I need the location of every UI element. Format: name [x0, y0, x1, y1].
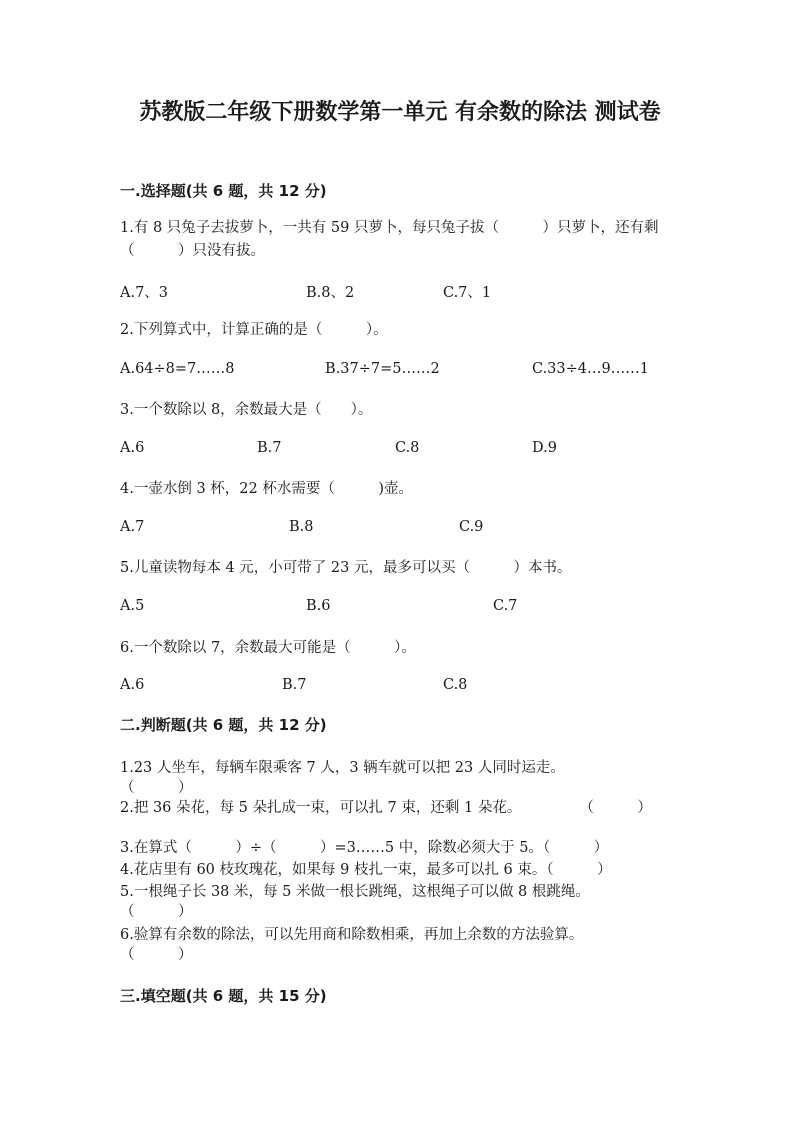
q4-option-c: C.9 [459, 519, 484, 535]
section-heading-choice: 一.选择题(共 6 题，共 12 分) [120, 182, 327, 200]
choice-question-5: 5.儿童读物每本 4 元，小可带了 23 元，最多可以买（ ）本书。 [120, 560, 572, 576]
choice-question-3: 3.一个数除以 8，余数最大是（ ）。 [120, 402, 373, 418]
choice-question-4: 4.一壶水倒 3 杯，22 杯水需要（ )壶。 [120, 481, 413, 497]
choice-question-6: 6.一个数除以 7，余数最大可能是（ ）。 [120, 640, 416, 656]
q3-option-b: B.7 [257, 440, 282, 456]
q3-option-d: D.9 [532, 440, 557, 456]
judge-question-6: 6.验算有余数的除法，可以先用商和除数相乘，再加上余数的方法验算。 [120, 927, 584, 943]
q5-option-c: C.7 [493, 598, 518, 614]
judge-question-5-bracket: （ ） [120, 904, 193, 920]
judge-question-1-bracket: （ ） [120, 780, 193, 796]
q6-option-a: A.6 [120, 677, 145, 693]
page-title: 苏教版二年级下册数学第一单元 有余数的除法 测试卷 [139, 100, 661, 125]
choice-question-2: 2.下列算式中，计算正确的是（ ）。 [120, 322, 388, 338]
q4-option-a: A.7 [120, 519, 145, 535]
q2-option-a: A.64÷8=7……8 [120, 361, 235, 377]
q1-option-b: B.8、2 [306, 285, 355, 301]
q1-option-a: A.7、3 [120, 285, 169, 301]
q6-option-c: C.8 [443, 677, 468, 693]
q2-option-c: C.33÷4…9……1 [532, 361, 649, 377]
q1-option-c: C.7、1 [443, 285, 492, 301]
judge-question-3: 3.在算式（ ）÷（ ）=3……5 中，除数必须大于 5。（ ） [120, 840, 609, 856]
section-heading-judge: 二.判断题(共 6 题，共 12 分) [120, 716, 327, 734]
choice-question-1: 1.有 8 只兔子去拔萝卜，一共有 59 只萝卜，每只兔子拔（ ）只萝卜，还有剩（ ）只没有拔。 [120, 220, 659, 259]
q2-option-b: B.37÷7=5……2 [325, 361, 440, 377]
q3-option-a: A.6 [120, 440, 145, 456]
q4-option-b: B.8 [289, 519, 314, 535]
judge-question-4: 4.花店里有 60 枝玫瑰花，如果每 9 枝扎一束，最多可以扎 6 束。（ ） [120, 862, 612, 878]
judge-question-2: 2.把 36 朵花，每 5 朵扎成一束，可以扎 7 束，还剩 1 朵花。 （ ） [120, 800, 652, 816]
q5-option-a: A.5 [120, 598, 145, 614]
section-heading-fill: 三.填空题(共 6 题，共 15 分) [120, 987, 327, 1005]
judge-question-5: 5.一根绳子长 38 米，每 5 米做一根长跳绳，这根绳子可以做 8 根跳绳。 [120, 884, 590, 900]
q5-option-b: B.6 [306, 598, 331, 614]
q6-option-b: B.7 [282, 677, 307, 693]
q3-option-c: C.8 [395, 440, 420, 456]
judge-question-6-bracket: （ ） [120, 947, 193, 963]
judge-question-1: 1.23 人坐车，每辆车限乘客 7 人，3 辆车就可以把 23 人同时运走。 [120, 760, 565, 776]
